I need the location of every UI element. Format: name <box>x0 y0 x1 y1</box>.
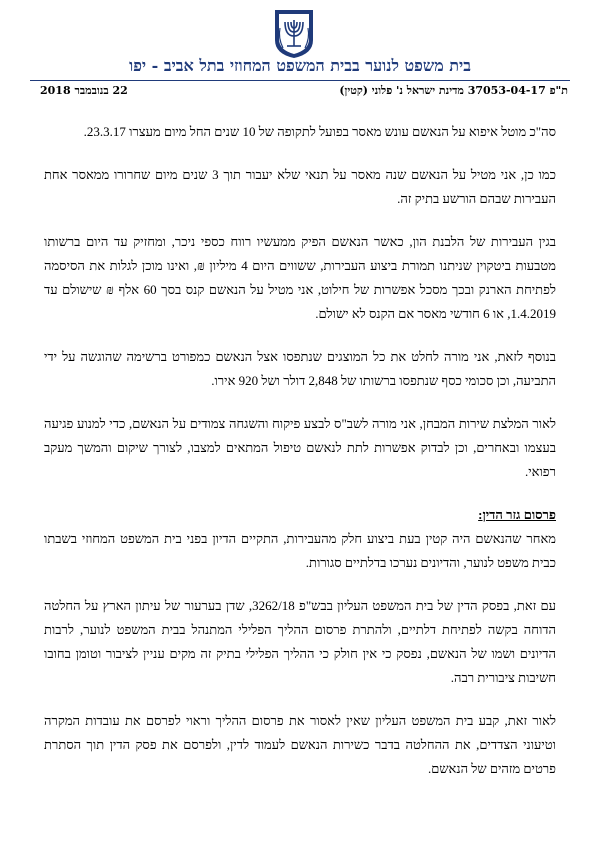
paragraph: בגין העבירות של הלבנת הון, כאשר הנאשם הפיק ממעשיו רווח כספי ניכר, ומחזיק עד היום ברשותו מטבעות ביטקוין שניתנו תמורת ביצוע העבירות, ששווים היום 4 מיליון ₪, ואינו מוכן לגלות את הסיסמה לפתיחת הארנק ובכך מסכל אפשרות של חילוט, אני מטיל על הנאשם קנס בסך 60 אלף ₪ שישולם עד 1.4.2019, או 6 חודשי מאסר אם הקנס לא ישולם. <box>44 234 556 321</box>
paragraph: בנוסף לזאת, אני מורה לחלט את כל המוצגים שנתפסו אצל הנאשם כמפורט ברשימה שהוגשה על ידי התביעה, וכן סכומי כסף שנתפסו ברשותו של 2,848 דולר ושל 920 אירו. <box>44 349 556 388</box>
document-date: 22 בנובמבר 2018 <box>40 84 128 97</box>
paragraph: כמו כן, אני מטיל על הנאשם שנה מאסר על תנאי שלא יעבור תוך 3 שנים מיום שחרורו ממאסר אחת העבירות שבהם הורשע בתיק זה. <box>44 167 556 206</box>
case-number: ת"פ 37053-04-17 מדינת ישראל נ' פלוני (קטין) <box>339 84 568 97</box>
state-emblem-icon <box>271 8 317 60</box>
paragraph: לאור זאת, קבע בית המשפט העליון שאין לאסור את פרסום ההליך וראוי לפרסם את עובדות המקרה וטיעוני הצדדים, את ההחלטה בדבר כשירות הנאשם לעמוד לדין, ולפרסם את פסק הדין תוך הסתרת פרטים מזהים של הנאשם. <box>44 713 556 776</box>
paragraph: מאחר שהנאשם היה קטין בעת ביצוע חלק מהעבירות, התקיים הדיון בפני בית המשפט המחוזי בשבתו כבית משפט לנוער, והדיונים נערכו בדלתיים סגורות. <box>44 531 556 570</box>
document-body <box>44 120 556 781</box>
paragraph: סה"כ מוטל איפוא על הנאשם עונש מאסר בפועל לתקופה של 10 שנים החל מיום מעצרו 23.3.17. <box>83 124 556 139</box>
paragraph: לאור המלצת שירות המבחן, אני מורה לשב"ס לבצע פיקוח והשגחה צמודים על הנאשם, כדי למנוע פגיעה בעצמו ובאחרים, וכן לבדוק אפשרות לתת לנאשם טיפול המתאים למצבו, לצורך שיקום והמשך מעקב רפואי. <box>44 416 556 479</box>
court-title: בית משפט לנוער בבית המשפט המחוזי בתל אביב - יפו <box>129 56 471 75</box>
header-divider <box>30 80 570 81</box>
section-title: פרסום גזר הדין: <box>478 507 556 522</box>
paragraph: עם זאת, בפסק הדין של בית המשפט העליון בבש"פ 3262/18, שדן בערעור של עיתון הארץ על החלטה הדוחה בקשה לפתיחת דלתיים, ולהתרת פרסום ההליך הפלילי המתנהל בבית המשפט לנוער, לרבות הדיונים ושמו של הנאשם, נפסק כי אין חולק כי ההליך הפלילי בתיק זה מקים עניין לציבור וטומן בחובו חשיבות ציבורית רבה. <box>44 598 556 685</box>
